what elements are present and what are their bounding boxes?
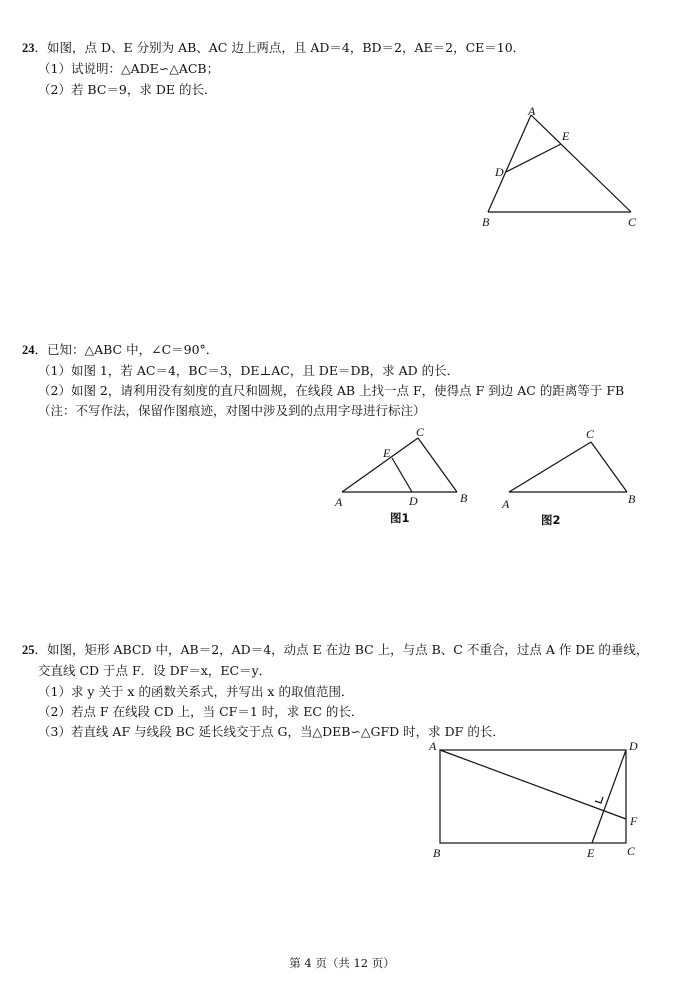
problem-23-part-1: （1）试说明：△ADE∽△ACB； [38, 61, 220, 76]
label-B: B [460, 491, 468, 505]
label-B: B [628, 492, 636, 506]
problem-24-part-2: （2）如图 2，请利用没有刻度的直尺和圆规，在线段 AB 上找一点 F，使得点 F 到边 AC 的距离等于 FB [38, 383, 625, 398]
label-A: A [335, 495, 343, 509]
label-B: B [433, 846, 441, 860]
label-A: A [502, 497, 510, 511]
problem-24-note: （注：不写作法，保留作图痕迹，对图中涉及到的点用字母进行标注） [38, 403, 426, 418]
label-A: A [528, 104, 536, 118]
label-C: C [586, 427, 595, 441]
problem-number: 25 [22, 643, 35, 657]
label-A: A [429, 739, 437, 753]
label-D: D [629, 739, 638, 753]
problem-25-stem-cont: 交直线 CD 于点 F．设 DF＝x，EC＝y． [38, 663, 272, 678]
label-E: E [383, 446, 391, 460]
problem-text: ．已知：△ABC 中，∠C＝90°． [34, 342, 219, 357]
page-footer: 第 4 页（共 12 页） [289, 956, 395, 970]
problem-text: ．如图，矩形 ABCD 中，AB＝2，AD＝4，动点 E 在边 BC 上，与点 B、C 不重合，过点 A 作 DE 的垂线， [34, 642, 649, 657]
figure-caption: 图1 [390, 511, 410, 525]
label-E: E [562, 129, 570, 143]
problem-text: ．如图，点 D、E 分别为 AB、AC 边上两点，且 AD＝4，BD＝2，AE＝2，CE＝10． [34, 40, 526, 55]
label-E: E [587, 846, 595, 860]
label-D: D [409, 494, 418, 508]
problem-25-part-1: （1）求 y 关于 x 的函数关系式，并写出 x 的取值范围． [38, 684, 354, 699]
problem-number: 24 [22, 343, 35, 357]
label-F: F [630, 814, 638, 828]
problem-25-part-3: （3）若直线 AF 与线段 BC 延长线交于点 G，当△DEB∽△GFD 时，求 DF 的长． [38, 724, 505, 739]
problem-23-part-2: （2）若 BC＝9，求 DE 的长． [38, 82, 217, 97]
figure-caption: 图2 [541, 513, 561, 527]
label-C: C [627, 844, 636, 858]
label-D: D [495, 165, 504, 179]
label-C: C [628, 215, 637, 229]
label-B: B [482, 215, 490, 229]
problem-25-part-2: （2）若点 F 在线段 CD 上，当 CF＝1 时，求 EC 的长． [38, 704, 364, 719]
problem-24-part-1: （1）如图 1，若 AC＝4，BC＝3，DE⊥AC，且 DE＝DB，求 AD 的长． [38, 363, 460, 378]
label-C: C [416, 425, 425, 439]
problem-number: 23 [22, 41, 35, 55]
